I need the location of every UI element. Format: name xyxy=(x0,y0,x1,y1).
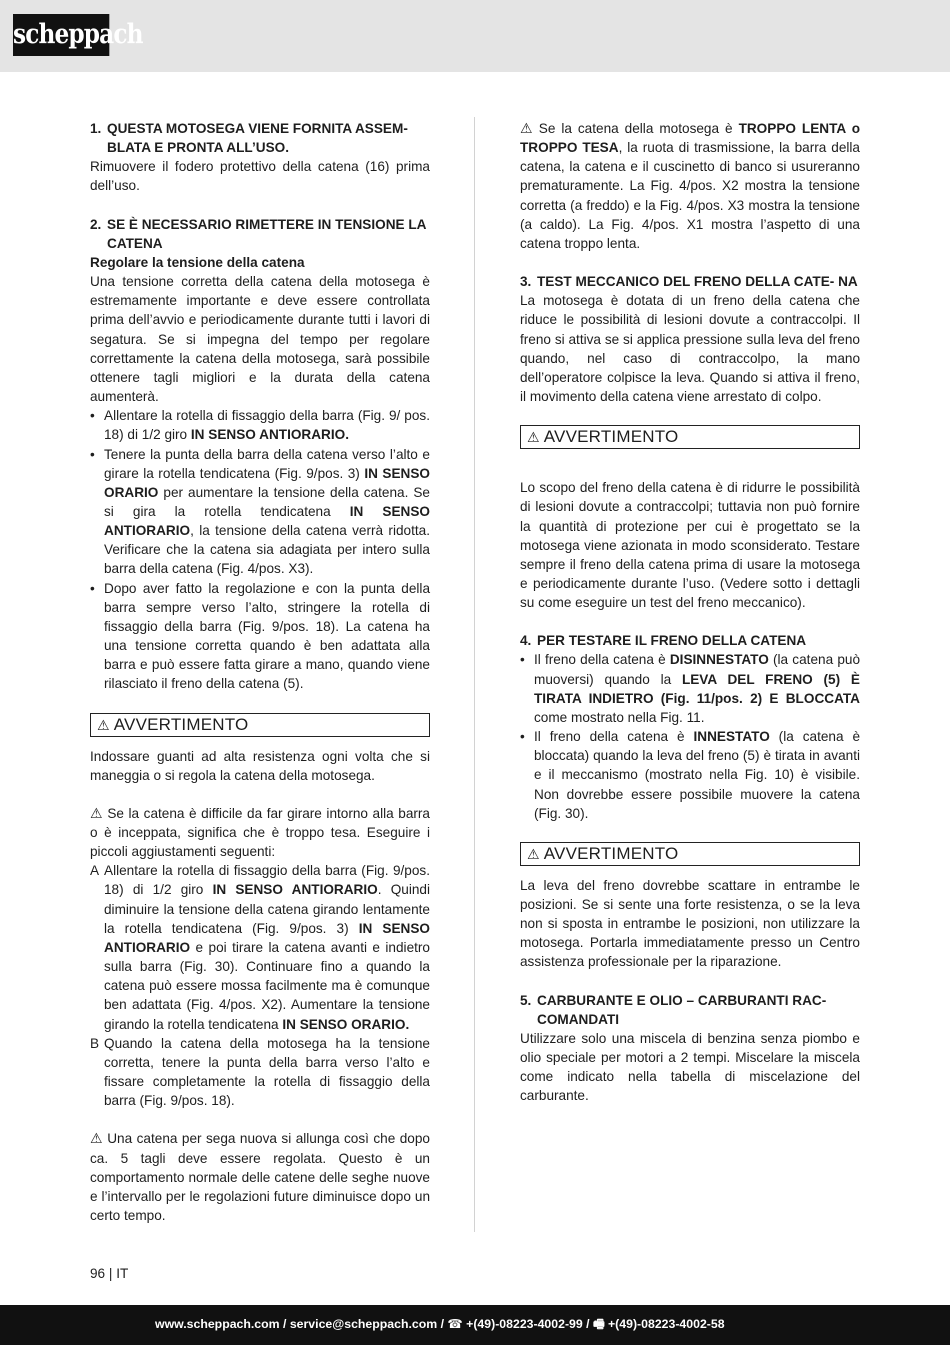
warning-text: Lo scopo del freno della catena è di ridurre le possibilità di lesioni dovute a contraccolpi; tuttavia non può fornire la quantità di protezione per cui è progettato se la motosega viene azionata in modo sconsiderato. Testare sempre il freno della catena prima di usare la motosega e periodicamente durante l’uso. (Vedere sotto i dettagli su come eseguire un test del freno meccanico). xyxy=(520,480,860,611)
list-item: • Dopo aver fatto la regolazione e con la punta della barra sempre verso l’alto, stringere la rotella di fissaggio della barra (Fig. 9/pos. 18). La catena ha una tensione corretta quando è ben adattata alla barra e può essere fatta girare a mano, quando viene rilasciato il freno della catena (5). xyxy=(90,580,430,692)
section-3-body: La motosega è dotata di un freno della catena che riduce le possibilità di lesioni dovute a contraccolpi. Il freno si attiva se si applica pressione sulla leva del freno quando, nel caso di contraccolpo, la mano dell’operatore colpisce la leva. Quando si attiva il freno, il movimento della catena viene arrestato di colpo. xyxy=(520,293,860,405)
tension-steps-list xyxy=(90,406,430,693)
scheppach-logo: scheppach xyxy=(13,14,109,56)
brake-test-list xyxy=(520,650,860,822)
section-1-heading: 1. QUESTA MOTOSEGA VIENE FORNITA ASSEM- BLATA E PRONTA ALL’USO. xyxy=(90,121,408,156)
warning-icon: ⚠ xyxy=(520,120,535,136)
warning-title: AVVERTIMENTO xyxy=(543,427,679,447)
section-2-body: Una tensione corretta della catena della motosega è estremamente importante e deve essere controllata prima dell’avvio e periodicamente durante tutti i lavori di segatura. Se si impegna del tempo per regolare correttamente la catena della motosega, sarà possibile ottenere tagli migliori e la durata della catena aumenterà. xyxy=(90,274,430,405)
warning-box xyxy=(90,713,430,737)
list-item: A Allentare la rotella di fissaggio della barra (Fig. 9/pos. 18) di 1/2 giro IN SENSO ANTIORARIO. Quindi diminuire la tensione della catena girando lentamente la rotella tendicatena (Fig. 9/pos. 3) IN SENSO ANTIORARIO e poi tirare la catena avanti e indietro sulla barra (Fig. 30). Continuare fino a quando la catena può essere mossa facilmente ma è comunque ben adattata (Fig. 4/pos. X2). Aumentare la tensione girando la rotella tendicatena IN SENSO ORARIO. xyxy=(90,863,430,1032)
left-column xyxy=(90,119,430,1225)
section-3-heading: 3. TEST MECCANICO DEL FRENO DELLA CATE- NA xyxy=(520,274,858,290)
note-loose-tight: ⚠ Se la catena della motosega è TROPPO LENTA o TROPPO TESA, la ruota di trasmissione, la barra della catena, la catena e il cuscinetto di banco si usureranno prematuramente. La Fig. 4/pos. X2 mostra la tensione corretta (a freddo) e la Fig. 4/pos. X3 mostra la tensione (a caldo). La Fig. 4/pos. X1 mostra l’aspetto di una catena troppo lenta. xyxy=(520,120,860,251)
list-item: • Tenere la punta della barra della catena verso l’alto e girare la rotella tendicatena (Fig. 9/pos. 3) IN SENSO ORARIO per aumentare la tensione della catena. Se si gira la rotella tendicatena IN SENSO ANTIORARIO, la tensione della catena verrà ridotta. Verificare che la catena sia adagiata per intero sulla barra della catena (Fig. 4/pos. X3). xyxy=(90,446,431,577)
warning-title: AVVERTIMENTO xyxy=(543,843,679,863)
warning-icon: ⚠ xyxy=(527,845,540,862)
section-2-heading: 2. SE È NECESSARIO RIMETTERE IN TENSIONE LA CATENA xyxy=(90,216,426,251)
warning-box xyxy=(520,425,860,449)
note-too-tight: ⚠ Se la catena è difficile da far girare intorno alla barra o è inceppata, significa che è troppo tesa. Eseguire i piccoli aggiustamenti seguenti: xyxy=(90,804,430,860)
section-4-heading: 4. PER TESTARE IL FRENO DELLA CATENA xyxy=(520,633,807,649)
section-2-subheading: Regolare la tensione della catena xyxy=(90,254,305,270)
warning-text: Indossare guanti ad alta resistenza ogni volta che si maneggia o si regola la catena della motosega. xyxy=(90,748,430,783)
column-divider xyxy=(474,117,475,1232)
section-5-heading: 5. CARBURANTE E OLIO – CARBURANTI RAC- COMANDATI xyxy=(520,992,827,1027)
warning-box xyxy=(520,842,860,866)
page-number: 96 | IT xyxy=(90,1266,129,1281)
list-item: • Allentare la rotella di fissaggio della barra (Fig. 9/ pos. 18) di 1/2 giro IN SENSO ANTIORARIO. xyxy=(90,408,430,443)
list-item: • Il freno della catena è DISINNESTATO (la catena può muoversi) quando la LEVA DEL FRENO (5) È TIRATA INDIETRO (Fig. 11/pos. 2) E BLOCCATA come mostrato nella Fig. 11. xyxy=(520,652,860,725)
warning-icon: ⚠ xyxy=(90,804,104,821)
warning-text: La leva del freno dovrebbe scattare in entrambe le posizioni. Se si sente una forte resistenza, o se la leva non si sposta in entrambe le posizioni, non utilizzare la motosega. Portarla immediatamente presso un Centro assistenza professionale per la riparazione. xyxy=(520,877,860,970)
list-item: • Il freno della catena è INNESTATO (la catena è bloccata) quando la leva del freno (5) è tirata in avanti e il meccanismo (mostrato nella Fig. 10) è visibile. Non dovrebbe essere possibile muovere la catena (Fig. 30). xyxy=(520,729,861,821)
section-1-body: Rimuovere il fodero protettivo della catena (16) prima dell’uso. xyxy=(90,159,430,194)
list-item: B Quando la catena della motosega ha la tensione corretta, tenere la punta della barra verso l’alto e fissare completamente la rotella di fissaggio della barra (Fig. 9/pos. 18). xyxy=(90,1035,430,1109)
contact-line: www.scheppach.com / service@scheppach.com / ☎ +(49)-08223-4002-99 / 🖷 +(49)-08223-4002-58 xyxy=(155,1317,725,1331)
right-column xyxy=(520,119,860,1106)
warning-title: AVVERTIMENTO xyxy=(113,714,249,734)
warning-icon: ⚠ xyxy=(97,716,110,733)
note-new-chain: ⚠ Una catena per sega nuova si allunga così che dopo ca. 5 tagli deve essere regolata. Questo è un comportamento normale delle catene delle seghe nuove e l’intervallo per le regolazioni future diminuisce dopo un certo tempo. xyxy=(90,1130,430,1223)
warning-icon: ⚠ xyxy=(90,1130,104,1147)
adjust-steps-list xyxy=(90,861,430,1110)
section-5-body: Utilizzare solo una miscela di benzina senza piombo e olio speciale per motori a 2 tempi. Miscelare la miscela come indicato nella tabella di miscelazione del carburante. xyxy=(520,1030,860,1104)
warning-icon: ⚠ xyxy=(527,429,540,446)
